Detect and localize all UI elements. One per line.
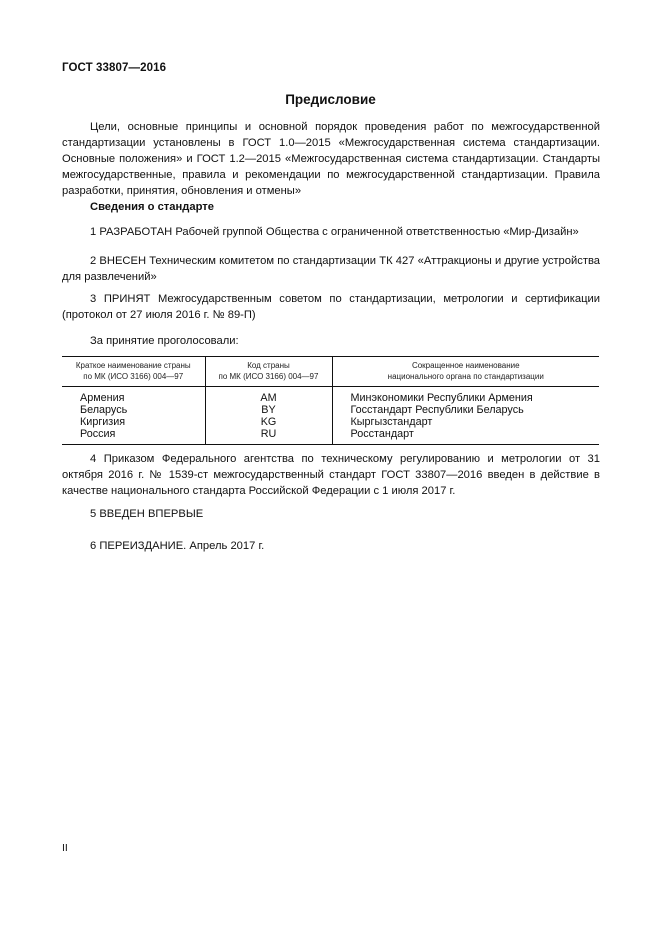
country-cell: Армения	[80, 392, 125, 404]
country-cell: Россия	[62, 428, 205, 445]
item-introduced: 2 ВНЕСЕН Техническим комитетом по стандартизации ТК 427 «Аттракционы и другие устройства для развлечений»	[62, 255, 600, 283]
column-header-agency: Сокращенное наименование национального органа по стандартизации	[332, 357, 599, 387]
voted-label: За принятие проголосовали:	[90, 335, 239, 347]
table-row	[62, 416, 599, 428]
code-cell: BY	[205, 404, 332, 416]
code-cell: KG	[205, 416, 332, 428]
intro-paragraph: Цели, основные принципы и основной порядок проведения работ по межгосударственной стандартизации установлены в ГОСТ 1.0—2015 «Межгосударственная система стандартизации. Основные положения» и ГОСТ 1.2—2015 «Межгосударственная система стандартизации. Стандарты межгосударственные, правила и рекомендации по межгосударственной стандартизации. Правила разработки, принятия, обновления и отмены»	[62, 121, 600, 197]
table-row	[62, 387, 599, 405]
item-adopted: 3 ПРИНЯТ Межгосударственным советом по стандартизации, метрологии и сертификации (протокол от 27 июля 2016 г. № 89-П)	[62, 293, 600, 321]
country-cell: Беларусь	[80, 404, 128, 416]
voting-countries-table	[62, 356, 599, 445]
column-header-code: Код страны по МК (ИСО 3166) 004—97	[205, 357, 332, 387]
agency-cell: Минэкономики Республики Армения	[332, 387, 599, 405]
page-number: II	[62, 842, 68, 854]
table-row	[62, 428, 599, 445]
item-reissue: 6 ПЕРЕИЗДАНИЕ. Апрель 2017 г.	[90, 540, 265, 552]
section-heading: Сведения о стандарте	[90, 201, 214, 213]
table-header-row	[62, 357, 599, 387]
item-order: 4 Приказом Федерального агентства по техническому регулированию и метрологии от 31 октября 2016 г. № 1539-ст межгосударственный стандарт ГОСТ 33807—2016 введен в действие в качестве национального стандарта Российской Федерации с 1 июля 2017 г.	[62, 453, 600, 497]
item-first-time: 5 ВВЕДЕН ВПЕРВЫЕ	[90, 508, 204, 520]
code-cell: AM	[205, 387, 332, 405]
table-row	[62, 404, 599, 416]
item-developed: 1 РАЗРАБОТАН Рабочей группой Общества с ограниченной ответственностью «Мир-Дизайн»	[90, 226, 579, 238]
code-cell: RU	[205, 428, 332, 445]
agency-cell: Росстандарт	[332, 428, 599, 445]
country-cell: Киргизия	[80, 416, 126, 428]
document-header: ГОСТ 33807—2016	[62, 62, 167, 74]
agency-cell: Госстандарт Республики Беларусь	[332, 404, 599, 416]
agency-cell: Кыргызстандарт	[332, 416, 599, 428]
page-title: Предисловие	[285, 92, 376, 107]
column-header-country: Краткое наименование страны по МК (ИСО 3166) 004—97	[62, 357, 205, 387]
